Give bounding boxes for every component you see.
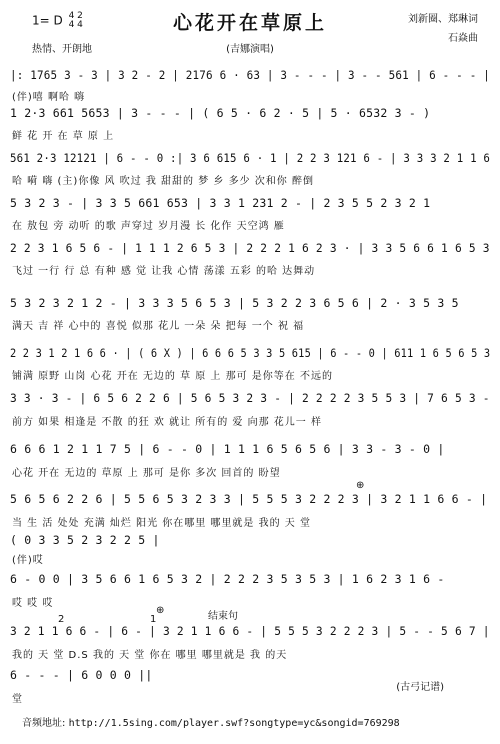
lyricists: 刘新圈、郑琳词 <box>408 14 478 25</box>
notation-row: 6 - 0 0 | 3 5 6 6 1 6 5 3 2 | 2 2 2 3 5 3 5 3 | 1 6 2 3 1 6 - <box>10 572 445 586</box>
coda-icon: ⊕ <box>356 480 365 491</box>
notation-row: 1 2·3 661 5653 | 3 - - - | ( 6 5 · 6 2 · 5 | 5 · 6532 3 - ) <box>10 106 431 120</box>
transcriber: (古弓记谱) <box>396 682 444 693</box>
page-title: 心花开在草原上 <box>172 12 327 34</box>
lyrics-row: 铺满 原野 山岗 心花 开在 无边的 草 原 上 那可 是你等在 不远的 <box>12 371 333 382</box>
lyrics-row: 鲜 花 开 在 草 原 上 <box>12 131 115 142</box>
notation-row: |: 1765 3 - 3 | 3 2 - 2 | 2176 6 · 63 | 3 - - - | 3 - - 561 | 6 - - - | <box>10 68 490 82</box>
coda-icon: ⊕ <box>156 605 165 616</box>
meter-bottom: 4 4 <box>68 20 83 30</box>
lyrics-row: 心花 开在 无边的 草原 上 那可 是你 多次 回首的 盼望 <box>12 468 281 479</box>
composer: 石焱曲 <box>448 33 478 44</box>
ending-marker: 结束句 <box>208 611 238 622</box>
notation-row: 5 3 2 3 - | 3 3 5 661 653 | 3 3 1 231 2 - | 2 3 5 5 2 3 2 1 <box>10 196 431 210</box>
volta-1-marker: 1 <box>150 614 157 625</box>
key-text: 1= D <box>32 13 63 28</box>
meter-top: 4 2 <box>68 11 83 21</box>
lyrics-row: 在 敖包 旁 动听 的歌 声穿过 岁月漫 长 化作 天空鸿 雁 <box>12 221 285 232</box>
notation-row: 3 2 1 1 6 6 - | 6 - | 3 2 1 1 6 6 - | 5 5 5 3 2 2 2 3 | 5 - - 5 6 7 | <box>10 624 490 638</box>
lyrics-row: 当 生 活 处处 充满 灿烂 阳光 你在哪里 哪里就是 我的 天 堂 <box>12 518 311 529</box>
notation-row: 5 6 5 6 2 2 6 | 5 5 6 5 3 2 3 3 | 5 5 5 3 2 2 2 3 | 3 2 1 1 6 6 - | <box>10 492 488 506</box>
lyrics-row: 哈 嗬 嗨 (主)你像 风 吹过 我 甜甜的 梦 乡 多少 次和你 醉倒 <box>12 176 314 187</box>
notation-row: 5 3 2 3 2 1 2 - | 3 3 3 5 6 5 3 | 5 3 2 2 3 6 5 6 | 2 · 3 5 3 5 <box>10 296 459 310</box>
lyrics-row: 飞过 一行 行 总 有种 感 觉 让我 心情 荡漾 五彩 的哈 达舞动 <box>12 266 316 277</box>
singer: (吉娜演唱) <box>226 44 274 55</box>
notation-row: 3 3 · 3 - | 6 5 6 2 2 6 | 5 6 5 3 2 3 - | 2 2 2 2 3 5 5 3 | 7 6 5 3 - <box>10 391 490 405</box>
notation-row: ( 0 3 3 5 2 3 2 2 5 | <box>10 533 160 547</box>
lyrics-row: (伴)嘻 啊哈 嗨 <box>12 92 86 103</box>
lyrics-row: 堂 <box>12 694 23 705</box>
notation-row: 6 - - - | 6 0 0 0 || <box>10 668 153 682</box>
lyrics-row: 我的 天 堂 D.S 我的 天 堂 你在 哪里 哪里就是 我 的天 <box>12 650 288 661</box>
lyrics-row: (伴)哎 <box>12 555 44 566</box>
lyrics-row: 前方 如果 相逢是 不散 的狂 欢 就让 所有的 爱 向那 花儿一 样 <box>12 417 322 428</box>
audio-address <box>22 714 400 729</box>
tempo-mood: 热情、开朗地 <box>32 44 92 55</box>
lyrics-row: 哎 哎 哎 <box>12 598 54 609</box>
notation-row: 6 6 6 1 2 1 1 7 5 | 6 - - 0 | 1 1 1 6 5 6 5 6 | 3 3 - 3 - 0 | <box>10 442 445 456</box>
notation-row: 2 2 3 1 6 5 6 - | 1 1 1 2 6 5 3 | 2 2 2 1 6 2 3 · | 3 3 5 6 6 1 6 5 3 <box>10 241 490 255</box>
audio-label: 音频地址: <box>22 718 66 729</box>
audio-url: http://1.5sing.com/player.swf?songtype=yc&songid=769298 <box>68 718 400 729</box>
notation-row: 2 2 3 1 2 1 6 6 · | ( 6 X ) | 6 6 6 5 3 3 5 615 | 6 - - 0 | 611 1 6 5 6 5 3 <box>10 346 491 360</box>
notation-row: 561 2·3 12121 | 6 - - 0 :| 3 6 615 6 · 1 | 2 2 3 121 6 - | 3 3 3 2 1 1 6 <box>10 151 491 165</box>
volta-2-marker: 2 <box>58 614 65 625</box>
lyrics-row: 满天 吉 祥 心中的 喜悦 似那 花儿 一朵 朵 把每 一个 祝 福 <box>12 321 305 332</box>
